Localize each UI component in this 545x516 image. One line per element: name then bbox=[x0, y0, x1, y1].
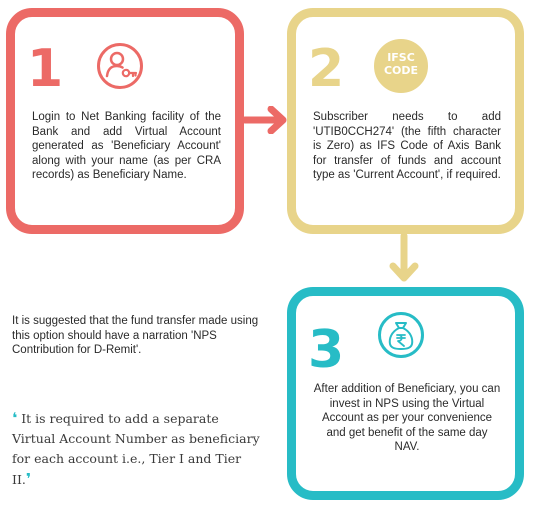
step-3-card bbox=[287, 287, 524, 500]
user-key-icon bbox=[97, 43, 143, 89]
step-2-card bbox=[287, 8, 524, 234]
suggestion-text: It is suggested that the fund transfer made using this option should have a narration 'NPS Contribution for D-Remit'. bbox=[12, 315, 259, 357]
step-1-number: 1 bbox=[27, 39, 64, 99]
rupee-money-bag-icon bbox=[378, 312, 424, 358]
step-2-text: Subscriber needs to add 'UTIB0CCH274' (the fifth character is Zero) as IFS Code of Axis Bank for transfer of funds and account type as 'Current Account', if required. bbox=[313, 111, 501, 182]
ifsc-label: IFSC bbox=[387, 51, 415, 64]
open-quote-icon: ❛ bbox=[12, 409, 18, 427]
step-2-number: 2 bbox=[308, 39, 345, 99]
arrow-right-icon bbox=[243, 106, 289, 134]
close-quote-icon: ❜ bbox=[25, 470, 32, 488]
step-3-number: 3 bbox=[308, 320, 345, 380]
quote-block bbox=[12, 408, 262, 490]
code-label: CODE bbox=[383, 64, 419, 77]
step-1-card bbox=[6, 8, 244, 234]
step-1-text: Login to Net Banking facility of the Bank and add Virtual Account generated as 'Beneficiary Account' along with your name (as per CRA records) as Beneficiary Name. bbox=[32, 111, 221, 182]
step-3-text: After addition of Beneficiary, you can invest in NPS using the Virtual Account as per your convenience and get benefit of the same day NAV. bbox=[313, 383, 501, 454]
ifsc-code-icon bbox=[374, 39, 428, 93]
quote-text: It is required to add a separate Virtual Account Number as beneficiary for each account i.e., Tier I and Tier II. bbox=[12, 411, 260, 487]
arrow-down-icon bbox=[389, 234, 419, 288]
